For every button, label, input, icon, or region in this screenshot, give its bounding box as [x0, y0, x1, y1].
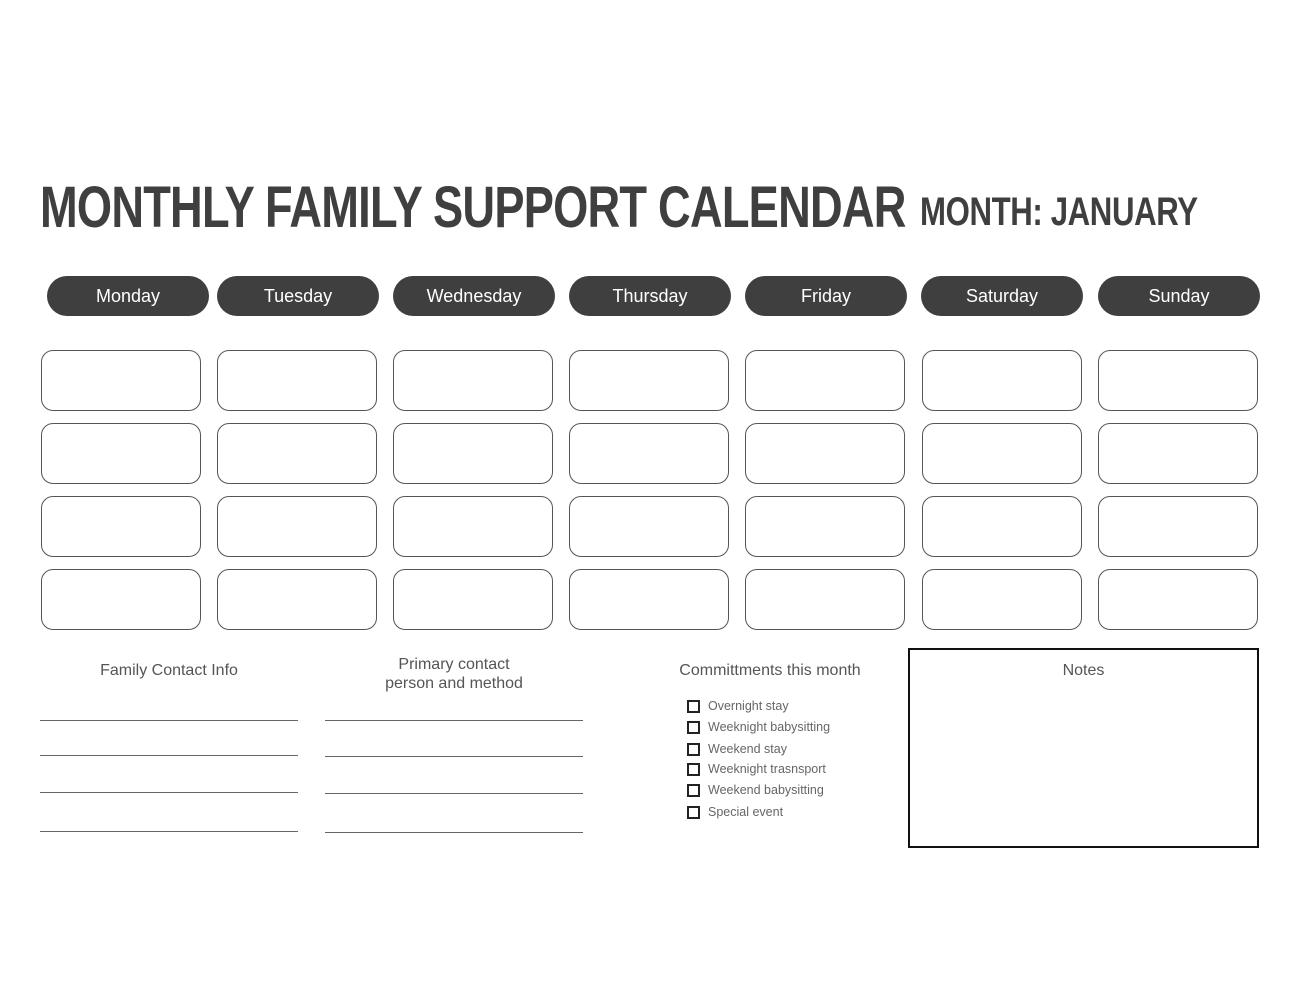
calendar-cell[interactable] — [217, 496, 377, 557]
calendar-cell[interactable] — [217, 350, 377, 411]
calendar-cell[interactable] — [393, 496, 553, 557]
checkbox[interactable] — [687, 700, 700, 713]
calendar-cell[interactable] — [569, 569, 729, 630]
checkbox[interactable] — [687, 784, 700, 797]
day-header-friday: Friday — [745, 276, 907, 316]
day-header-thursday: Thursday — [569, 276, 731, 316]
calendar-cell[interactable] — [569, 496, 729, 557]
commitment-label: Weekend stay — [708, 742, 787, 756]
calendar-cell[interactable] — [745, 350, 905, 411]
write-line[interactable] — [325, 720, 583, 721]
calendar-cell[interactable] — [922, 350, 1082, 411]
calendar-cell[interactable] — [1098, 496, 1258, 557]
commitment-item[interactable] — [687, 805, 783, 819]
write-line[interactable] — [40, 720, 298, 721]
calendar-cell[interactable] — [922, 496, 1082, 557]
write-line[interactable] — [40, 755, 298, 756]
checkbox[interactable] — [687, 743, 700, 756]
commitment-item[interactable] — [687, 699, 789, 713]
family-contact-title: Family Contact Info — [100, 662, 238, 679]
calendar-cell[interactable] — [1098, 569, 1258, 630]
checkbox[interactable] — [687, 806, 700, 819]
primary-contact-title-line2: person and method — [385, 675, 523, 692]
calendar-cell[interactable] — [41, 496, 201, 557]
checkbox[interactable] — [687, 721, 700, 734]
calendar-cell[interactable] — [217, 569, 377, 630]
calendar-cell[interactable] — [217, 423, 377, 484]
page-title: MONTHLY FAMILY SUPPORT CALENDAR — [40, 175, 906, 240]
commitment-label: Special event — [708, 805, 784, 819]
calendar-cell[interactable] — [393, 569, 553, 630]
notes-box[interactable] — [908, 648, 1259, 848]
commitment-label: Weeknight babysitting — [708, 720, 831, 734]
commitment-label: Overnight stay — [708, 699, 789, 713]
calendar-cell[interactable] — [1098, 423, 1258, 484]
calendar-cell[interactable] — [922, 569, 1082, 630]
day-header-monday: Monday — [47, 276, 209, 316]
calendar-cell[interactable] — [569, 423, 729, 484]
calendar-cell[interactable] — [569, 350, 729, 411]
calendar-cell[interactable] — [393, 350, 553, 411]
day-header-wednesday: Wednesday — [393, 276, 555, 316]
write-line[interactable] — [40, 792, 298, 793]
calendar-cell[interactable] — [745, 496, 905, 557]
calendar-cell[interactable] — [41, 350, 201, 411]
commitment-item[interactable] — [687, 762, 826, 776]
commitment-item[interactable] — [687, 742, 787, 756]
calendar-cell[interactable] — [745, 569, 905, 630]
checkbox[interactable] — [687, 763, 700, 776]
commitment-label: Weeknight trasnsport — [708, 762, 826, 776]
commitment-item[interactable] — [687, 783, 824, 797]
calendar-cell[interactable] — [1098, 350, 1258, 411]
day-header-saturday: Saturday — [921, 276, 1083, 316]
calendar-cell[interactable] — [41, 569, 201, 630]
write-line[interactable] — [325, 756, 583, 757]
primary-contact-title-line1: Primary contact — [398, 656, 510, 673]
write-line[interactable] — [40, 831, 298, 832]
notes-title: Notes — [1062, 662, 1105, 679]
calendar-cell[interactable] — [922, 423, 1082, 484]
commitment-item[interactable] — [687, 720, 830, 734]
calendar-cell[interactable] — [393, 423, 553, 484]
day-header-sunday: Sunday — [1098, 276, 1260, 316]
write-line[interactable] — [325, 832, 583, 833]
primary-contact-title — [325, 655, 583, 693]
write-line[interactable] — [325, 793, 583, 794]
calendar-cell[interactable] — [745, 423, 905, 484]
month-label: MONTH: JANUARY — [920, 190, 1198, 234]
day-header-tuesday: Tuesday — [217, 276, 379, 316]
commitment-label: Weekend babysitting — [708, 783, 824, 797]
calendar-cell[interactable] — [41, 423, 201, 484]
commitments-title: Committments this month — [679, 662, 861, 679]
